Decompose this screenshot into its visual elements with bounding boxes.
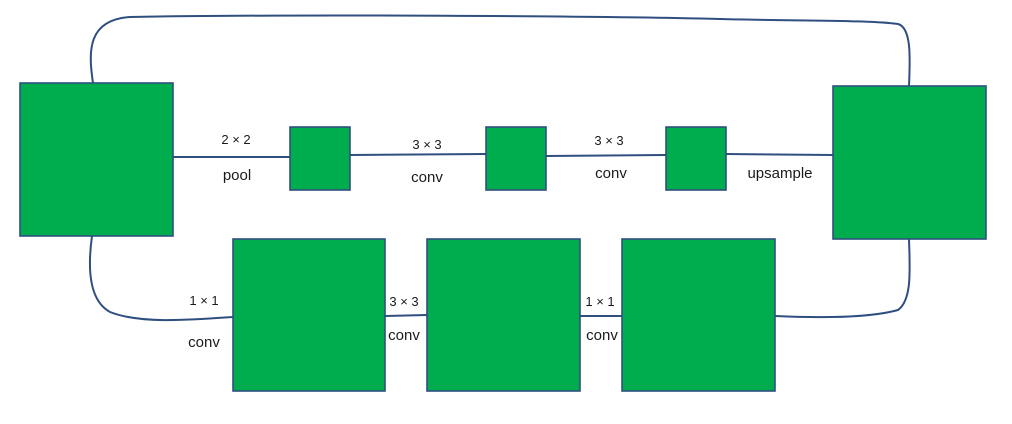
pool-op-label: pool (222, 167, 252, 184)
edge-branch3-to-upsample (775, 239, 910, 317)
branch1-op-label: conv (188, 334, 220, 351)
branch1-kernel-label: 1 × 1 (189, 293, 219, 308)
input-box (20, 83, 173, 236)
conv2-op-label: conv (595, 165, 627, 182)
upsample-op-label: upsample (747, 165, 813, 182)
branch3-kernel-label: 1 × 1 (585, 294, 615, 309)
edge-conv2-to-upsample (726, 154, 833, 155)
conv1-out-box (486, 127, 546, 190)
pool-out-box (290, 127, 350, 190)
edge-skip-top (91, 16, 910, 86)
branch-conv1-box (233, 239, 385, 391)
upsample-out-box (833, 86, 986, 239)
edge-pool-to-conv1 (350, 154, 486, 155)
branch2-kernel-label: 3 × 3 (389, 294, 419, 309)
edge-branch1-to-branch2 (385, 315, 427, 316)
conv2-out-box (666, 127, 726, 190)
conv2-kernel-label: 3 × 3 (594, 133, 624, 148)
branch3-op-label: conv (586, 327, 618, 344)
conv1-kernel-label: 3 × 3 (412, 137, 442, 152)
branch-conv3-box (622, 239, 775, 391)
branch2-op-label: conv (388, 327, 420, 344)
conv1-op-label: conv (411, 169, 443, 186)
edge-conv1-to-conv2 (546, 155, 666, 156)
pool-kernel-label: 2 × 2 (221, 132, 251, 147)
branch-conv2-box (427, 239, 580, 391)
